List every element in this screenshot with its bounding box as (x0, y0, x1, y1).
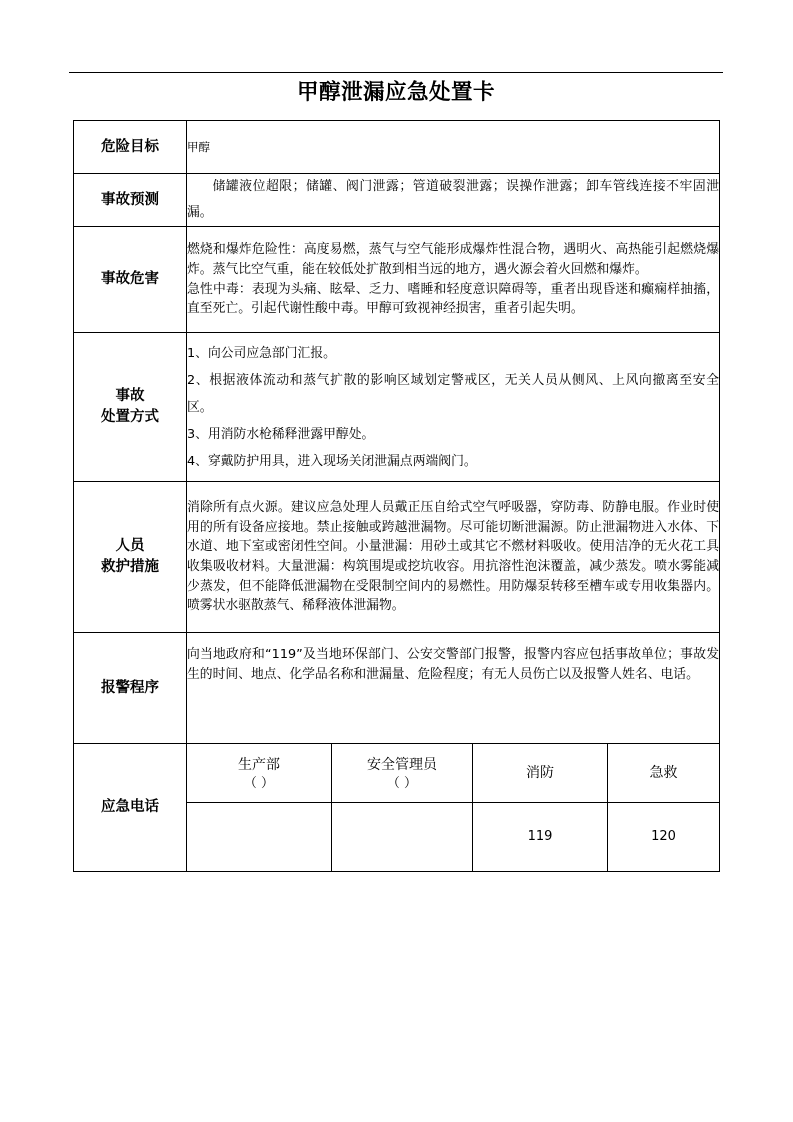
accident-hazard-paragraph-1: 燃烧和爆炸危险性：高度易燃，蒸气与空气能形成爆炸性混合物，遇明火、高热能引起燃烧爆炸。蒸气比空气重，能在较低处扩散到相当远的地方，遇火源会着火回燃和爆炸。 (187, 242, 719, 277)
row-label-alarm-procedure: 报警程序 (74, 633, 187, 744)
table-row-alarm-procedure (74, 633, 720, 744)
emergency-phone-value-ambulance: 120 (608, 803, 720, 872)
emergency-phone-header-safety-manager-paren: （ ） (386, 775, 418, 791)
row-label-emergency-phone: 应急电话 (74, 744, 187, 872)
row-value-hazard-target: 甲醇 (187, 121, 720, 174)
accident-disposal-item-2: 2、根据液体流动和蒸气扩散的影响区域划定警戒区，无关人员从侧风、上风向撤离至安全区。 (187, 372, 719, 415)
row-value-accident-disposal (187, 333, 720, 482)
row-value-accident-prediction (187, 174, 720, 227)
emergency-phone-header-production-paren: （ ） (243, 775, 275, 791)
emergency-phone-header-fire: 消防 (473, 744, 608, 803)
accident-prediction-text: 储罐液位超限；储罐、阀门泄露；管道破裂泄露；误操作泄露；卸车管线连接不牢固泄漏。 (187, 179, 719, 220)
alarm-procedure-text: 向当地政府和“119”及当地环保部门、公安交警部门报警，报警内容应包括事故单位；事故发生的时间、地点、化学品名称和泄漏量、危险程度；有无人员伤亡以及报警人姓名、电话。 (187, 647, 719, 682)
table-row-emergency-phone (74, 744, 720, 872)
emergency-phone-header-row (187, 744, 719, 803)
row-value-alarm-procedure (187, 633, 720, 744)
accident-hazard-paragraph-2: 急性中毒：表现为头痛、眩晕、乏力、嗜睡和轻度意识障碍等，重者出现昏迷和癫痫样抽搐，直至死亡。引起代谢性酸中毒。甲醇可致视神经损害，重者引起失明。 (187, 281, 719, 317)
row-label-rescue-measures (74, 482, 187, 633)
emergency-phone-header-production (187, 744, 332, 803)
emergency-phone-subtable-cell (187, 744, 720, 872)
page-title: 甲醇泄漏应急处置卡 (296, 80, 495, 105)
row-label-rescue-measures-line2: 救护措施 (101, 559, 159, 575)
accident-disposal-item-1: 1、向公司应急部门汇报。 (187, 345, 336, 361)
emergency-phone-header-production-name: 生产部 (238, 756, 280, 773)
row-label-accident-disposal-line2: 处置方式 (101, 409, 159, 425)
table-row-hazard-target (74, 121, 720, 174)
row-value-accident-hazard (187, 227, 720, 333)
header-separator-rule (69, 72, 723, 73)
row-value-rescue-measures (187, 482, 720, 633)
row-label-accident-prediction: 事故预测 (74, 174, 187, 227)
row-label-rescue-measures-line1: 人员 (115, 538, 145, 554)
emergency-phone-table (187, 744, 719, 871)
row-label-hazard-target: 危险目标 (74, 121, 187, 174)
row-label-accident-disposal (74, 333, 187, 482)
emergency-phone-value-production (187, 803, 332, 872)
emergency-phone-value-row (187, 803, 719, 872)
table-row-accident-prediction (74, 174, 720, 227)
accident-disposal-item-3: 3、用消防水枪稀释泄露甲醇处。 (187, 426, 375, 442)
table-row-accident-disposal (74, 333, 720, 482)
emergency-phone-header-ambulance: 急救 (608, 744, 720, 803)
emergency-phone-value-fire: 119 (473, 803, 608, 872)
accident-disposal-item-4: 4、穿戴防护用具，进入现场关闭泄漏点两端阀门。 (187, 453, 477, 469)
table-row-accident-hazard (74, 227, 720, 333)
emergency-phone-header-safety-manager-name: 安全管理员 (367, 756, 437, 773)
table-row-rescue-measures (74, 482, 720, 633)
row-label-accident-disposal-line1: 事故 (115, 388, 145, 404)
emergency-phone-value-safety-manager (332, 803, 473, 872)
emergency-phone-header-safety-manager (332, 744, 473, 803)
rescue-measures-text: 消除所有点火源。建议应急处理人员戴正压自给式空气呼吸器，穿防毒、防静电服。作业时使用的所有设备应接地。禁止接触或跨越泄漏物。尽可能切断泄漏源。防止泄漏物进入水体、下水道、地下室或密闭性空间。小量泄漏：用砂土或其它不燃材料吸收。使用洁净的无火花工具收集吸收材料。大量泄漏：构筑围堤或挖坑收容。用抗溶性泡沫覆盖，减少蒸发。喷水雾能减少蒸发，但不能降低泄漏物在受限制空间内的易燃性。用防爆泵转移至槽车或专用收集器内。喷雾状水驱散蒸气、稀释液体泄漏物。 (187, 500, 719, 614)
emergency-disposal-card-table (73, 120, 720, 872)
row-label-accident-hazard: 事故危害 (74, 227, 187, 333)
